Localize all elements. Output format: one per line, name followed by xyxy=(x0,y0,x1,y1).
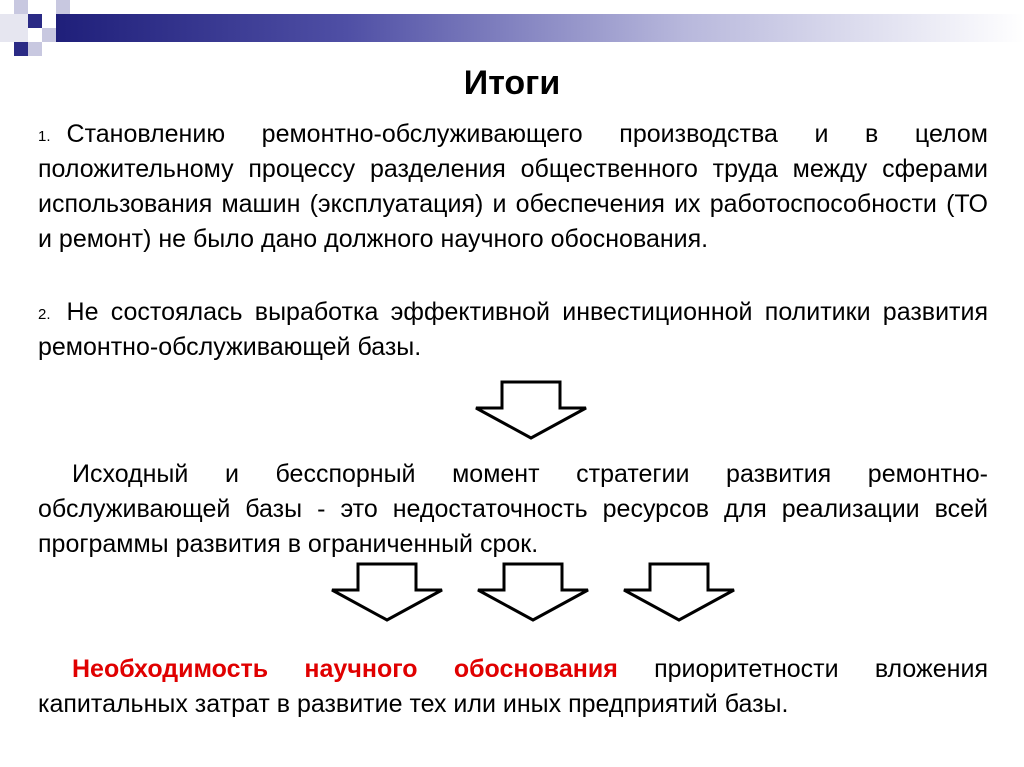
list-number: 1. xyxy=(38,128,51,145)
down-arrow-icon xyxy=(476,562,590,622)
slide-title: Итоги xyxy=(463,64,561,102)
list-item-text: Не состоялась выработка эффективной инвестиционной политики развития ремонтно-обслуживающей базы. xyxy=(38,298,988,361)
decor-square xyxy=(14,42,28,56)
decor-square xyxy=(14,0,28,14)
decor-square xyxy=(28,14,42,28)
decor-square xyxy=(42,28,56,42)
decor-square xyxy=(56,0,70,14)
down-arrow-icon xyxy=(330,562,444,622)
down-arrow-icon xyxy=(622,562,736,622)
conclusion xyxy=(38,652,988,722)
strategy-statement: Исходный и бесспорный момент стратегии развития ремонтно-обслуживающей базы - это недостаточность ресурсов для реализации всей программы развития в ограниченный срок. xyxy=(38,460,988,558)
conclusion-highlight: Необходимость научного обоснования xyxy=(72,655,618,683)
list-number: 2. xyxy=(38,306,51,323)
conclusion-text: приоритетности вложения капитальных затрат в развитие тех или иных предприятий базы. xyxy=(38,655,988,718)
down-arrow-icon xyxy=(474,380,588,440)
decor-square xyxy=(28,42,42,56)
list-item-2 xyxy=(38,295,988,365)
decor-square xyxy=(0,14,28,42)
header-gradient-bar xyxy=(56,14,1024,42)
list-item-1 xyxy=(38,117,988,257)
list-item-text: Становлению ремонтно-обслуживающего производства и в целом положительному процессу разделения общественного труда между сферами использования машин (эксплуатация) и обеспечения их работоспособности (ТО и ремонт) не было дано должного научного обоснования. xyxy=(38,120,988,253)
